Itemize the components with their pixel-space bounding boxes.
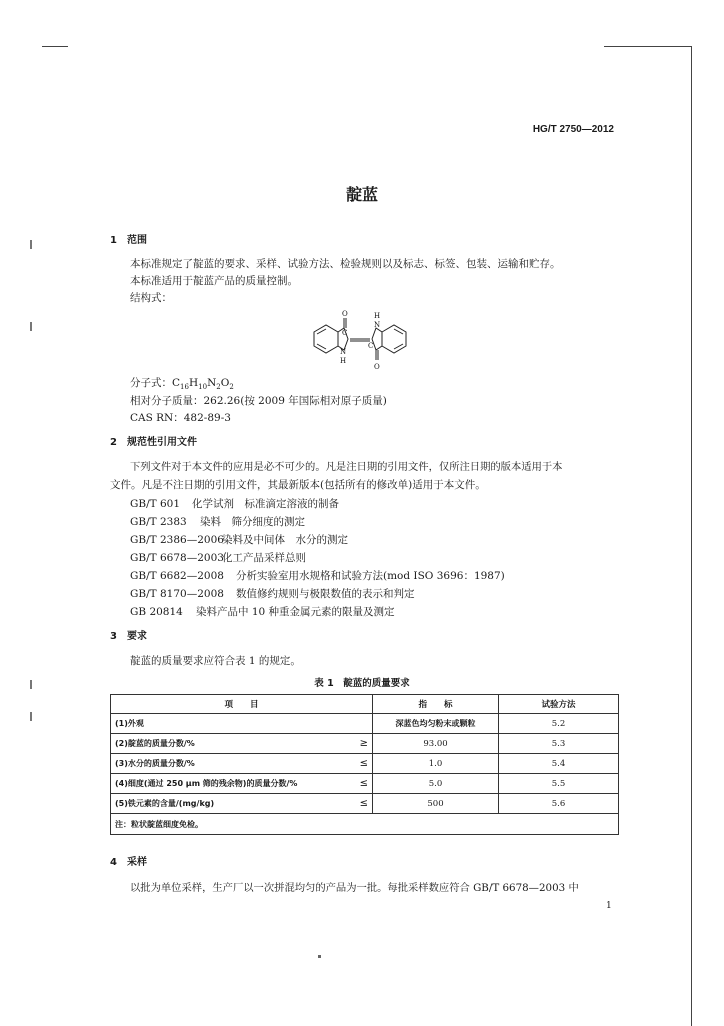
reference-title: 分析实验室用水规格和试验方法(mod ISO 3696：1987): [236, 570, 505, 582]
carbon-label: C: [368, 342, 374, 350]
row-item: (1)外观: [111, 714, 373, 734]
page-title: 靛蓝: [345, 185, 378, 204]
reference-code: GB/T 8170—2008: [130, 588, 224, 600]
column-header-index: 指 标: [373, 695, 499, 714]
table-note: 注：粒状靛蓝细度免检。: [111, 814, 619, 835]
row-value: 深蓝色均匀粉末或颗粒: [373, 714, 499, 734]
section-heading-sampling: 4 采样: [110, 857, 147, 868]
row-value: 93.00: [373, 734, 499, 754]
carbon-label: C: [342, 329, 348, 337]
row-value: 5.0: [373, 774, 499, 794]
reference-title: 染料 筛分细度的测定: [200, 516, 305, 528]
table-row: [111, 714, 619, 734]
row-item: (4)细度(通过 250 μm 筛的残余物)的质量分数/% ≤: [111, 774, 373, 794]
reference-title: 数值修约规则与极限数值的表示和判定: [236, 588, 415, 600]
margin-mark: [30, 322, 32, 331]
table-row: [111, 734, 619, 754]
table-header-row: [111, 695, 619, 714]
reference-code: GB/T 601: [130, 498, 181, 510]
section-heading-normative-references: 2 规范性引用文件: [110, 437, 197, 448]
row-item: (5)铁元素的含量/(mg/kg) ≤: [111, 794, 373, 814]
nitrogen-label: N: [374, 321, 381, 329]
structural-formula-figure: [300, 308, 420, 372]
scan-speck: [318, 955, 321, 958]
row-method: 5.6: [499, 794, 619, 814]
column-header-item: 项 目: [111, 695, 373, 714]
scan-edge-rule: [42, 46, 68, 47]
reference-title: 染料产品中 10 种重金属元素的限量及测定: [196, 606, 395, 618]
quality-requirements-table: [110, 694, 619, 835]
row-value: 500: [373, 794, 499, 814]
sampling-line: 以批为单位采样，生产厂以一次拼混均匀的产品为一批。每批采样数应符合 GB/T 6678—2003 中: [130, 882, 579, 894]
row-method: 5.5: [499, 774, 619, 794]
row-symbol: ≤: [359, 778, 368, 789]
margin-mark: [30, 240, 32, 249]
row-method: 5.2: [499, 714, 619, 734]
structure-label: 结构式：: [130, 292, 172, 304]
hydrogen-label: H: [340, 357, 347, 365]
right-five-ring: [372, 328, 382, 350]
cas-number: CAS RN：482-89-3: [130, 412, 231, 424]
column-header-method: 试验方法: [499, 695, 619, 714]
reference-code: GB/T 6682—2008: [130, 570, 224, 582]
section-heading-requirements: 3 要求: [110, 631, 147, 642]
references-intro: 文件。凡是不注日期的引用文件，其最新版本(包括所有的修改单)适用于本文件。: [110, 479, 486, 491]
row-method: 5.3: [499, 734, 619, 754]
reference-code: GB/T 2386—2006: [130, 534, 224, 546]
requirements-line: 靛蓝的质量要求应符合表 1 的规定。: [130, 655, 301, 667]
section-heading-scope: 1 范围: [110, 235, 147, 246]
references-intro: 下列文件对于本文件的应用是必不可少的。凡是注日期的引用文件，仅所注日期的版本适用于本: [130, 461, 563, 473]
oxygen-label: O: [374, 363, 380, 371]
table-note-row: [111, 814, 619, 835]
scope-line: 本标准适用于靛蓝产品的质量控制。: [130, 275, 298, 287]
table-caption: 表 1 靛蓝的质量要求: [314, 678, 410, 689]
table-row: [111, 754, 619, 774]
table-row: [111, 774, 619, 794]
row-method: 5.4: [499, 754, 619, 774]
molecular-mass: 相对分子质量：262.26(按 2009 年国际相对原子质量): [130, 395, 387, 407]
reference-code: GB/T 2383: [130, 516, 187, 528]
nitrogen-label: N: [340, 348, 347, 356]
margin-mark: [30, 712, 32, 721]
scope-line: 本标准规定了靛蓝的要求、采样、试验方法、检验规则以及标志、标签、包装、运输和贮存。: [130, 258, 561, 270]
hydrogen-label: H: [374, 312, 381, 320]
reference-code: GB/T 6678—2003: [130, 552, 224, 564]
row-value: 1.0: [373, 754, 499, 774]
row-symbol: ≤: [359, 758, 368, 769]
row-item: (3)水分的质量分数/% ≤: [111, 754, 373, 774]
reference-title: 化工产品采样总则: [222, 552, 306, 564]
page-number: 1: [606, 901, 612, 911]
row-symbol: ≥: [359, 738, 368, 749]
row-symbol: ≤: [359, 798, 368, 809]
reference-title: 化学试剂 标准滴定溶液的制备: [192, 498, 339, 510]
reference-title: 染料及中间体 水分的测定: [222, 534, 348, 546]
scan-edge-rule: [604, 46, 692, 47]
oxygen-label: O: [342, 310, 348, 318]
table-row: [111, 794, 619, 814]
standard-code: HG/T 2750—2012: [532, 124, 614, 135]
reference-code: GB 20814: [130, 606, 183, 618]
row-item: (2)靛蓝的质量分数/% ≥: [111, 734, 373, 754]
molecular-formula: 分子式：$C_{16}H_{10}N_2O_2$: [130, 377, 234, 392]
